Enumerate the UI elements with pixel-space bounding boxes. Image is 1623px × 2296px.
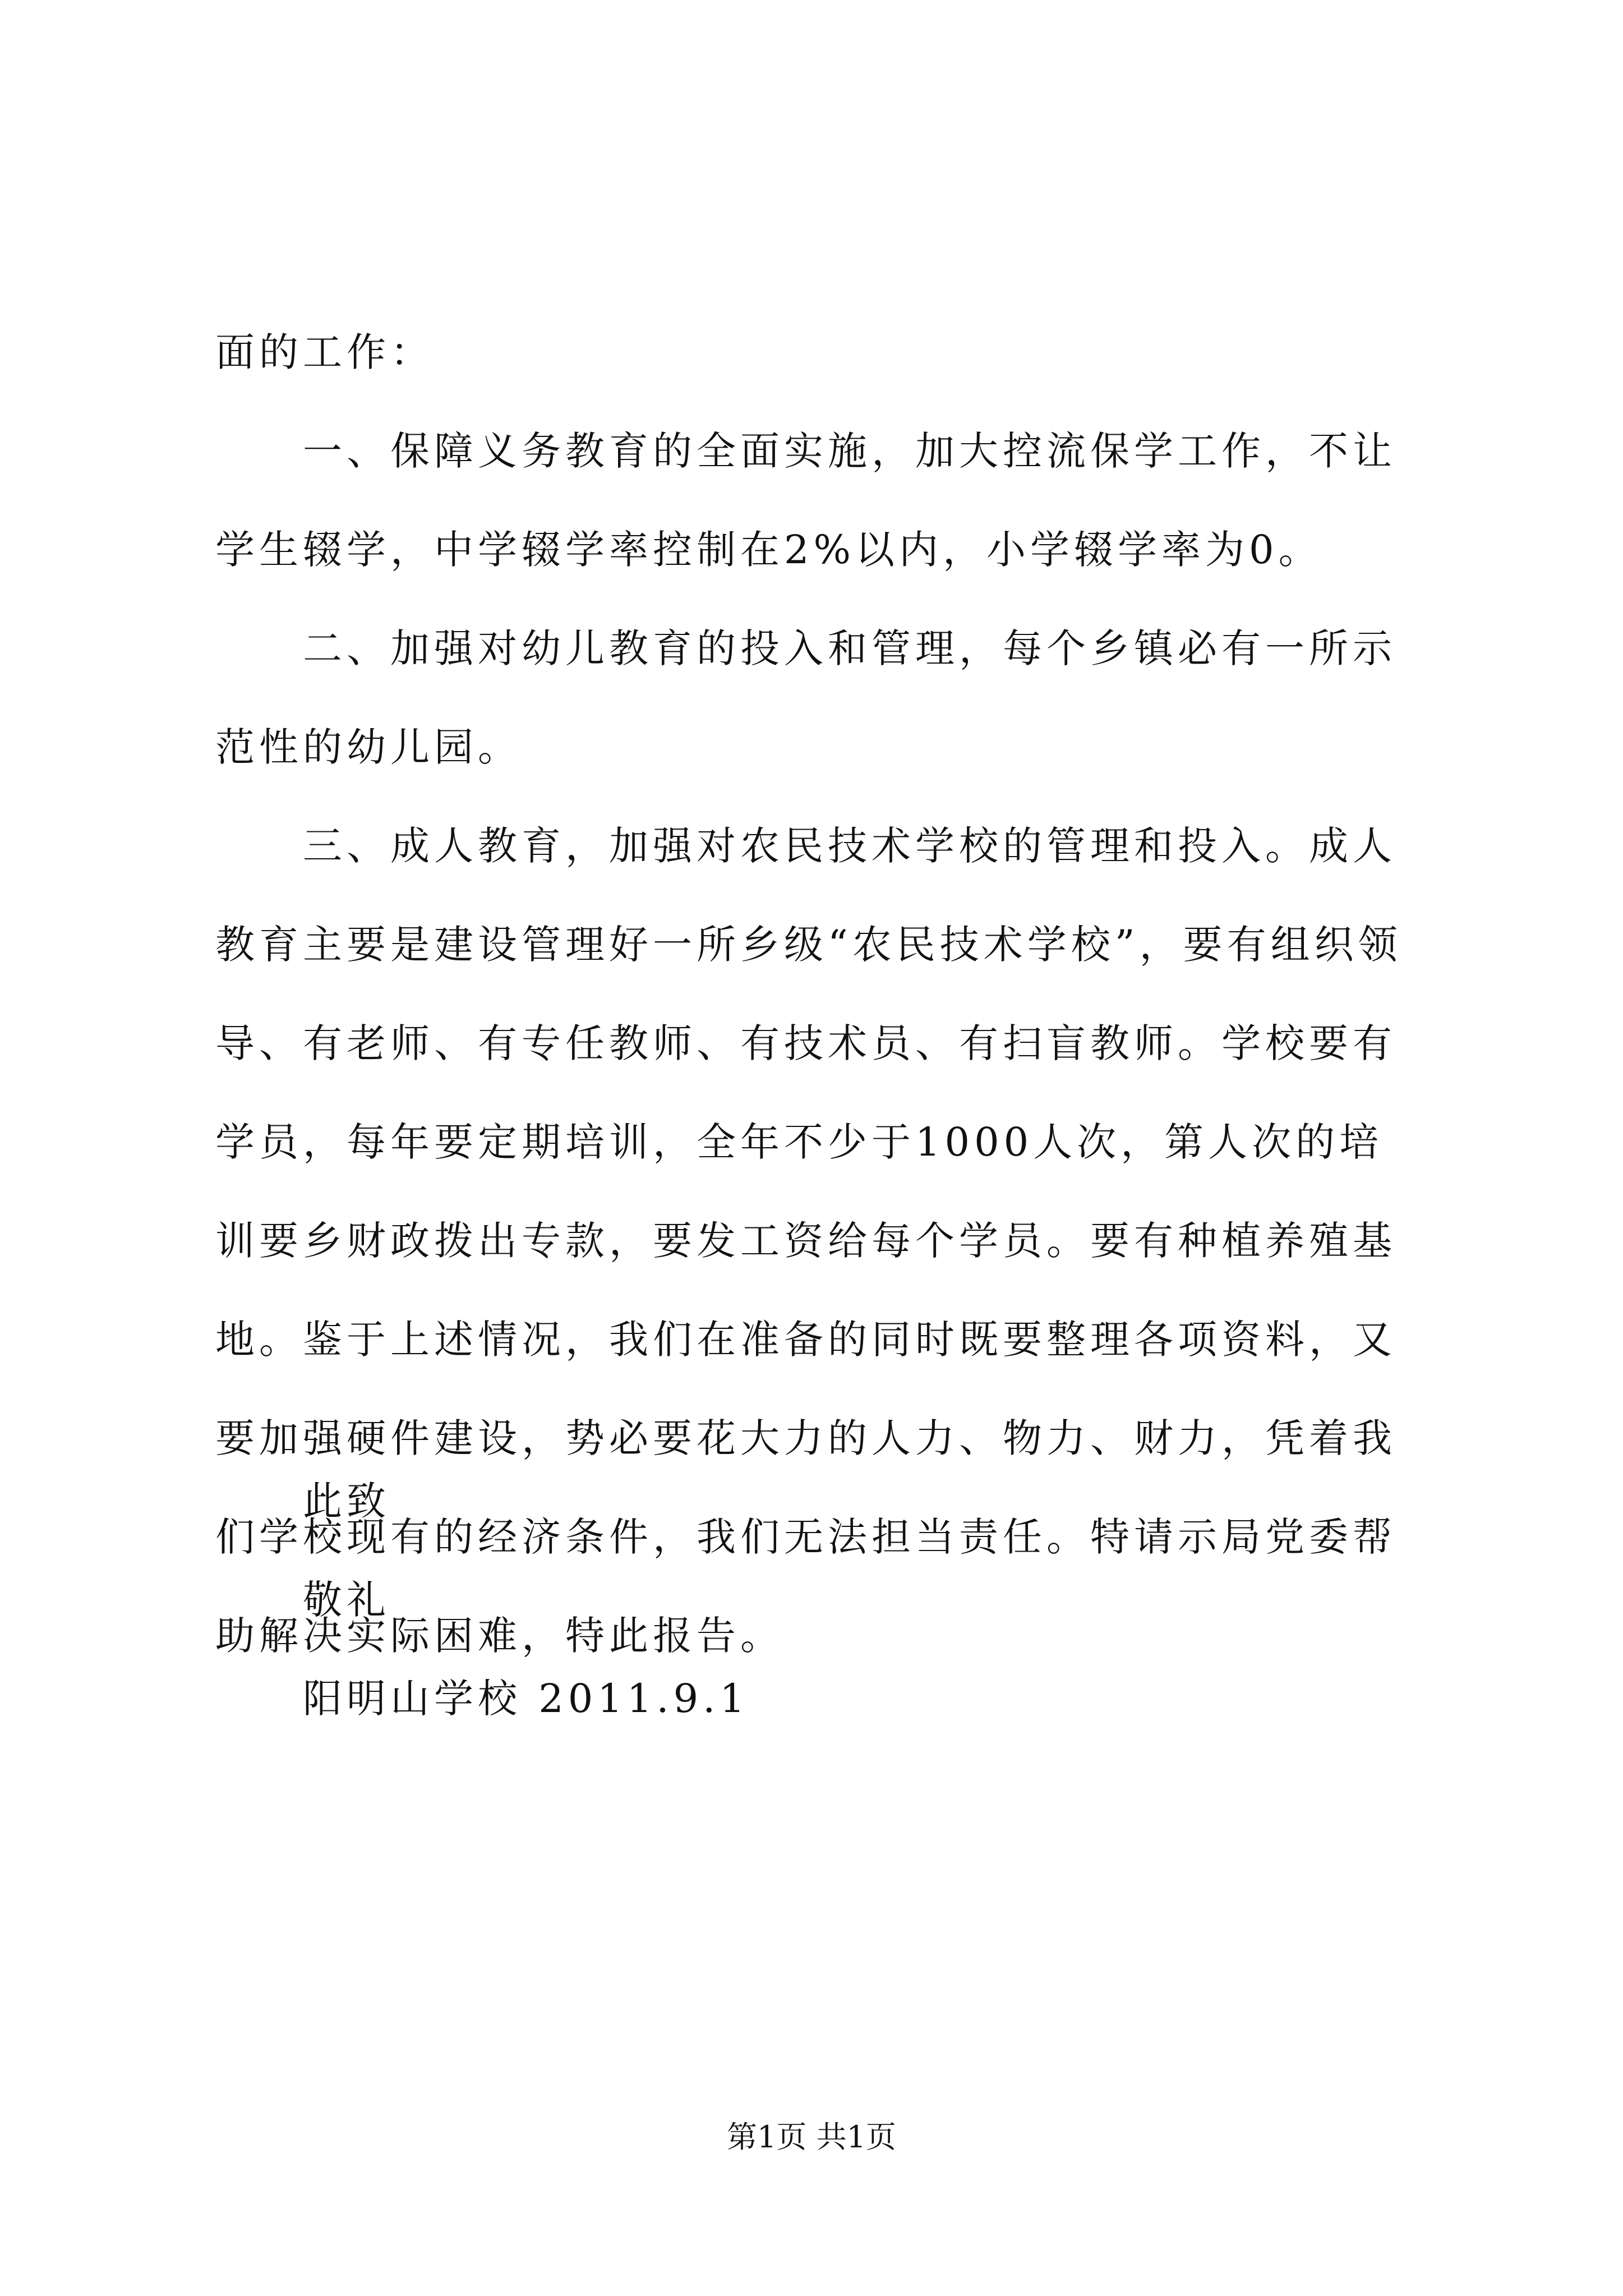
paragraph-item-1: 一、保障义务教育的全面实施，加大控流保学工作，不让学生辍学，中学辍学率控制在2%以内，小学辍学率为0。 xyxy=(215,428,1396,573)
closing-greeting-2: 敬礼 xyxy=(303,1577,390,1623)
paragraph-continuation: 面的工作： xyxy=(215,329,434,375)
paragraph-item-2: 二、加强对幼儿教育的投入和管理，每个乡镇必有一所示范性的幼儿园。 xyxy=(215,625,1396,770)
signature-line: 阳明山学校 2011.9.1 xyxy=(303,1676,749,1722)
paragraph-item-3: 三、成人教育，加强对农民技术学校的管理和投入。成人教育主要是建设管理好一所乡级“农民技术学校”，要有组织领导、有老师、有专任教师、有技术员、有扫盲教师。学校要有学员，每年要定期培训，全年不少于1000人次，第人次的培训要乡财政拨出专款，要发工资给每个学员。要有种植养殖基地。鉴于上述情况，我们在准备的同时既要整理各项资料，又要加强硬件建设，势必要花大力的人力、物力、财力，凭着我们学校现有的经济条件，我们无法担当责任。特请示局党委帮助解决实际困难，特此报告。 xyxy=(215,823,1402,1659)
page-footer: 第1页 共1页 xyxy=(727,2119,896,2155)
letter-closing xyxy=(303,1452,749,1748)
closing-greeting-1: 此致 xyxy=(303,1478,390,1524)
